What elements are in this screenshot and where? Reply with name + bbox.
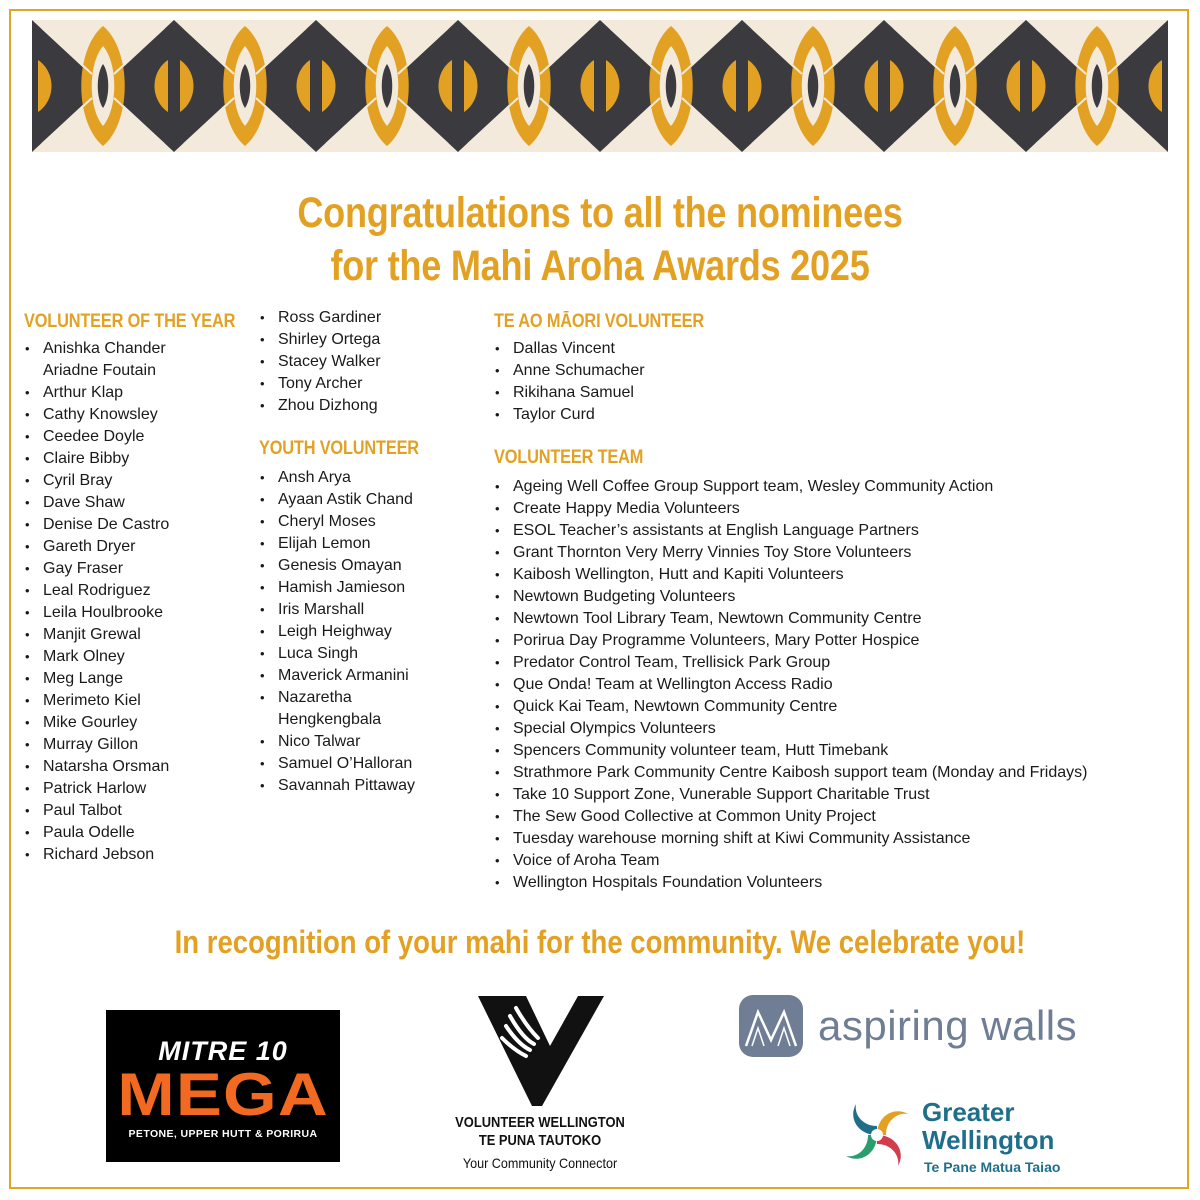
list-item: • Cheryl Moses <box>259 511 459 533</box>
volunteer-of-the-year-list-continued <box>259 307 459 417</box>
list-item: • Savannah Pittaway <box>259 775 459 797</box>
te-ao-maori-volunteer-title: TE AO MĀORI VOLUNTEER <box>494 311 705 332</box>
list-item: • Maverick Armanini <box>259 665 459 687</box>
list-item: • Ansh Arya <box>259 467 459 489</box>
list-item: • Mark Olney <box>24 646 194 668</box>
list-item: • Richard Jebson <box>24 844 194 866</box>
list-item: • Tuesday warehouse morning shift at Kiwi Community Assistance <box>494 828 1174 850</box>
greater-wellington-line2: Wellington <box>922 1125 1055 1155</box>
list-item: • Iris Marshall <box>259 599 459 621</box>
list-item: • Leal Rodriguez <box>24 580 194 602</box>
list-item: • Shirley Ortega <box>259 329 459 351</box>
list-item: • Meg Lange <box>24 668 194 690</box>
list-item: • Murray Gillon <box>24 734 194 756</box>
list-item: • Strathmore Park Community Centre Kaibosh support team (Monday and Fridays) <box>494 762 1174 784</box>
aspiring-walls-wordmark: aspiring walls <box>818 1002 1078 1049</box>
list-item: • Samuel O’Halloran <box>259 753 459 775</box>
list-item: • Spencers Community volunteer team, Hutt Timebank <box>494 740 1174 762</box>
mitre10-locations: PETONE, UPPER HUTT & PORIRUA <box>128 1128 318 1140</box>
mitre10-mega-logo <box>106 1010 340 1162</box>
list-item: • Anishka Chander Ariadne Foutain <box>24 338 194 382</box>
list-item: • Nazaretha Hengkengbala <box>259 687 408 731</box>
list-item: • Voice of Aroha Team <box>494 850 1174 872</box>
list-item: • Create Happy Media Volunteers <box>494 498 1174 520</box>
list-item: • Gareth Dryer <box>24 536 194 558</box>
list-item: • Ross Gardiner <box>259 307 459 329</box>
list-item: • Wellington Hospitals Foundation Volunteers <box>494 872 1174 894</box>
list-item: • Take 10 Support Zone, Vunerable Support Charitable Trust <box>494 784 1174 806</box>
headline-line-1: Congratulations to all the nominees <box>297 189 903 237</box>
list-item: • Genesis Omayan <box>259 555 459 577</box>
list-item: • Manjit Grewal <box>24 624 194 646</box>
list-item: • Ayaan Astik Chand <box>259 489 459 511</box>
list-item: • Ageing Well Coffee Group Support team, Wesley Community Action <box>494 476 1174 498</box>
list-item: • Claire Bibby <box>24 448 194 470</box>
list-item: • Mike Gourley <box>24 712 194 734</box>
list-item: • Denise De Castro <box>24 514 194 536</box>
mountain-icon <box>738 994 804 1058</box>
list-item: • Porirua Day Programme Volunteers, Mary Potter Hospice <box>494 630 1174 652</box>
list-item: • Anne Schumacher <box>494 360 894 382</box>
mega-wordmark: MEGA <box>117 1061 329 1128</box>
list-item: • Predator Control Team, Trellisick Park Group <box>494 652 1174 674</box>
list-item: • Hamish Jamieson <box>259 577 459 599</box>
list-item: • Leigh Heighway <box>259 621 459 643</box>
list-item: • Taylor Curd <box>494 404 894 426</box>
youth-volunteer-title: YOUTH VOLUNTEER <box>259 438 419 459</box>
volunteer-team-list <box>494 476 1174 894</box>
recognition-tagline: In recognition of your mahi for the community. We celebrate you! <box>174 924 1026 960</box>
volunteer-team-title: VOLUNTEER TEAM <box>494 447 644 468</box>
list-item: • Leila Houlbrooke <box>24 602 194 624</box>
list-item: • Quick Kai Team, Newtown Community Centre <box>494 696 1174 718</box>
list-item: • Nico Talwar <box>259 731 459 753</box>
greater-wellington-logo <box>838 1096 1098 1180</box>
list-item: • The Sew Good Collective at Common Unity Project <box>494 806 1174 828</box>
list-item: • ESOL Teacher’s assistants at English Language Partners <box>494 520 1174 542</box>
list-item: • Cyril Bray <box>24 470 194 492</box>
volunteer-of-the-year-title: VOLUNTEER OF THE YEAR <box>24 311 236 332</box>
hand-y-icon <box>476 994 604 1106</box>
list-item: • Paul Talbot <box>24 800 194 822</box>
list-item: • Patrick Harlow <box>24 778 194 800</box>
volunteer-wellington-maori-name: TE PUNA TAUTOKO <box>478 1132 602 1149</box>
list-item: • Cathy Knowsley <box>24 404 194 426</box>
aspiring-walls-logo <box>738 994 1138 1060</box>
list-item: • Newtown Budgeting Volunteers <box>494 586 1174 608</box>
list-item: • Rikihana Samuel <box>494 382 894 404</box>
list-item: • Stacey Walker <box>259 351 459 373</box>
list-item: • Paula Odelle <box>24 822 194 844</box>
list-item: • Kaibosh Wellington, Hutt and Kapiti Volunteers <box>494 564 1174 586</box>
list-item: • Luca Singh <box>259 643 459 665</box>
list-item: • Merimeto Kiel <box>24 690 194 712</box>
tapa-pattern-banner <box>32 20 1168 152</box>
te-ao-maori-volunteer-list <box>494 338 894 426</box>
headline-line-2: for the Mahi Aroha Awards 2025 <box>330 242 870 290</box>
volunteer-wellington-name: VOLUNTEER WELLINGTON <box>455 1114 625 1131</box>
list-item: • Grant Thornton Very Merry Vinnies Toy Store Volunteers <box>494 542 1174 564</box>
list-item: • Elijah Lemon <box>259 533 459 555</box>
volunteer-wellington-tagline: Your Community Connector <box>462 1155 618 1171</box>
list-item: • Natarsha Orsman <box>24 756 194 778</box>
list-item: • Que Onda! Team at Wellington Access Radio <box>494 674 1174 696</box>
mitre10-wordmark: MITRE 10 <box>158 1036 288 1066</box>
youth-volunteer-list <box>259 467 459 797</box>
list-item: • Newtown Tool Library Team, Newtown Community Centre <box>494 608 1174 630</box>
list-item: • Zhou Dizhong <box>259 395 459 417</box>
volunteer-wellington-logo <box>440 994 640 1184</box>
list-item: • Arthur Klap <box>24 382 194 404</box>
list-item: • Ceedee Doyle <box>24 426 194 448</box>
list-item: • Dallas Vincent <box>494 338 894 360</box>
list-item: • Dave Shaw <box>24 492 194 514</box>
list-item: • Special Olympics Volunteers <box>494 718 1174 740</box>
volunteer-of-the-year-list <box>24 338 194 866</box>
swirl-icon <box>838 1096 916 1174</box>
list-item: • Gay Fraser <box>24 558 194 580</box>
greater-wellington-tagline: Te Pane Matua Taiao <box>924 1159 1061 1175</box>
greater-wellington-line1: Greater <box>922 1097 1015 1127</box>
list-item: • Tony Archer <box>259 373 459 395</box>
